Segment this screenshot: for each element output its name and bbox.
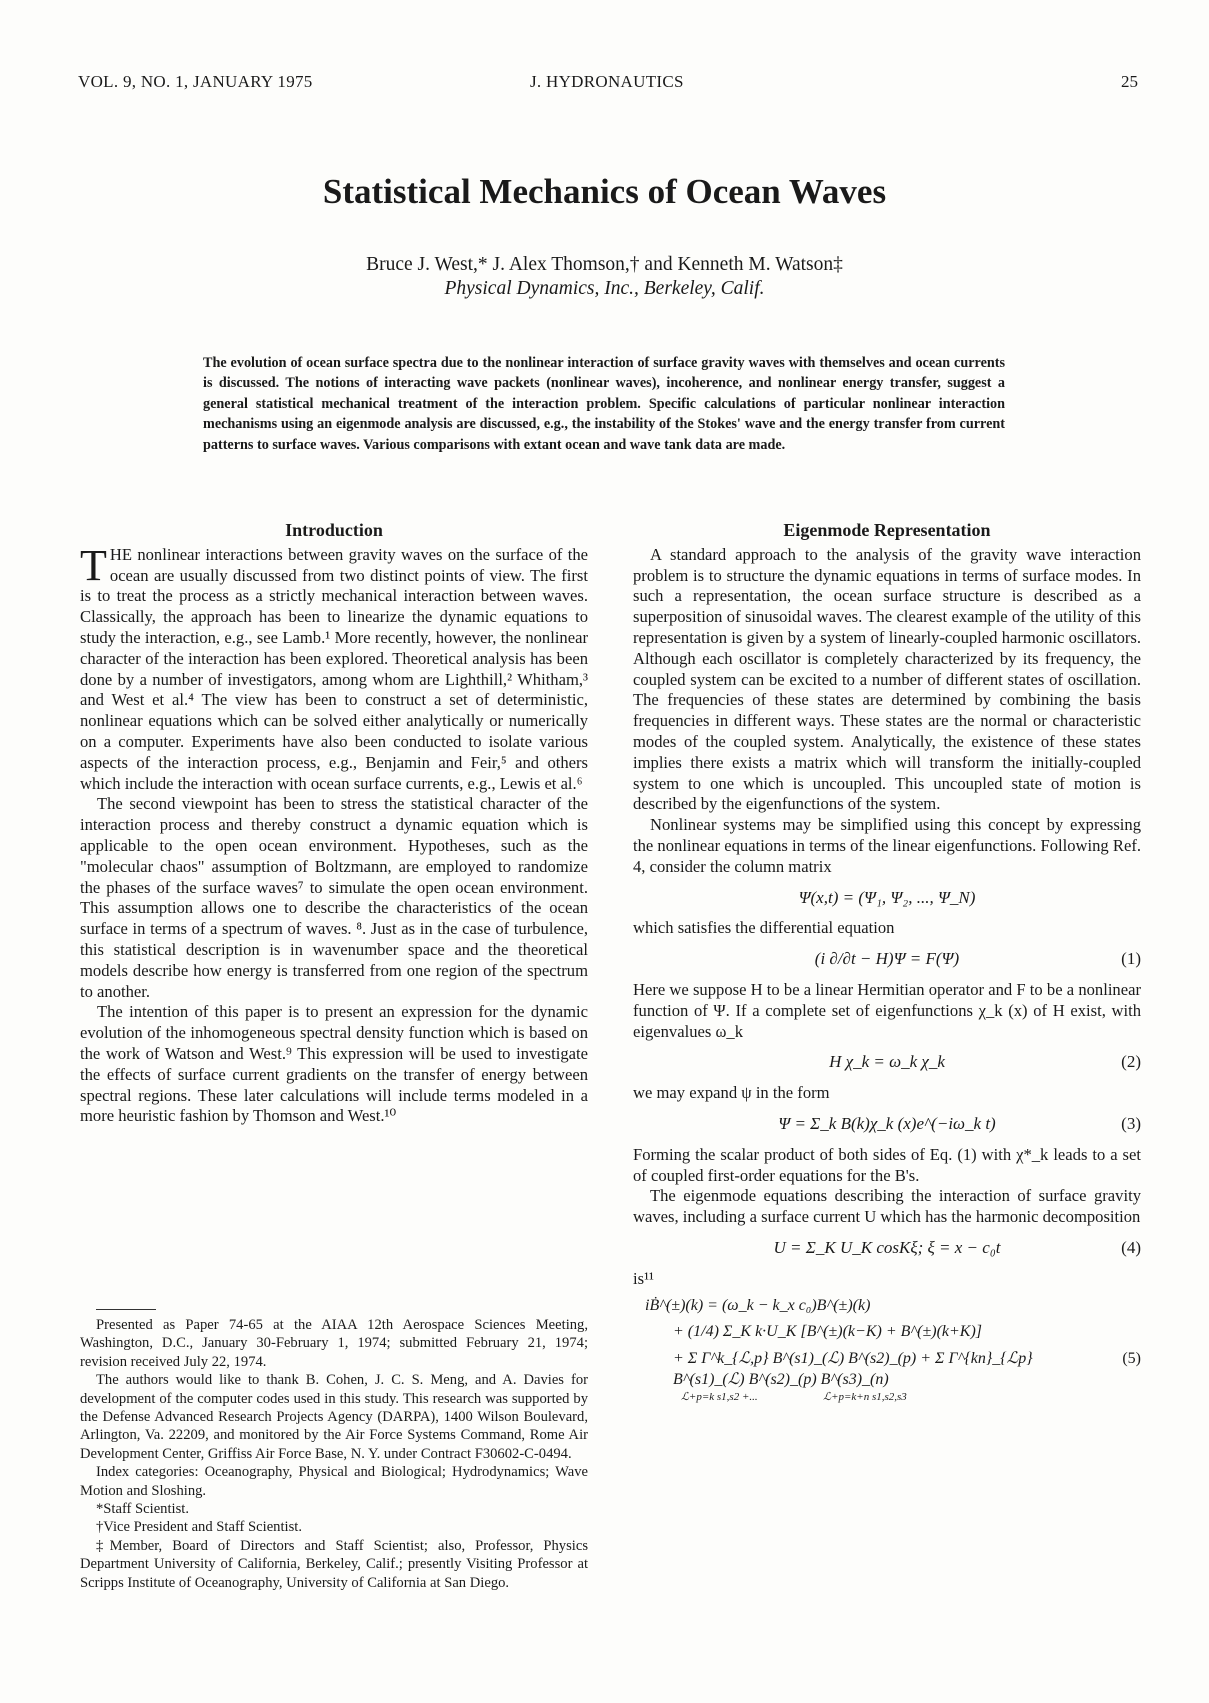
section-heading-eigenmode: Eigenmode Representation [783, 520, 991, 540]
eigen-paragraph-8: is¹¹ [633, 1268, 655, 1288]
equation-5-line-2-body: + (1/4) Σ_K k·U_K [B^(±)(k−K) + B^(±)(k+K)] [673, 1323, 983, 1341]
equation-2-number: (2) [1121, 1052, 1141, 1072]
equation-5-line-1 [633, 1296, 1141, 1317]
equation-5-number: (5) [1122, 1350, 1141, 1368]
page-number: 25 [1121, 72, 1138, 91]
equation-4-number: (4) [1121, 1237, 1141, 1257]
eigen-paragraph-5: we may expand ψ in the form [633, 1083, 830, 1103]
equation-5-sum-limit-2: ℒ+p=k+n s1,s2,s3 [823, 1390, 907, 1403]
equation-3 [633, 1114, 1141, 1135]
intro-paragraph-1-text: HE nonlinear interactions between gravity waves on the surface of the ocean are usually discussed from two distinct points of view. The first is to treat the process as a strictly mechanical interaction between waves. Classically, the approach has been to linearize the dynamic equations to study the interaction, e.g., see Lamb.¹ More recently, however, the nonlinear character of the interaction has been explored. Theoretical analysis has been done by a number of investigators, among whom are Lighthill,² Whitham,³ and West et al.⁴ The view has been to construct a set of deterministic, nonlinear equations which can be solved either analytically or numerically on a computer. Experiments have also been conducted to isolate various aspects of the interaction process, e.g., Benjamin and Feir,⁵ and others which include the interaction with ocean surface currents, e.g., Lewis et al.⁶ [80, 544, 588, 793]
equation-column-matrix [633, 888, 1141, 909]
author-list: Bruce J. West,* J. Alex Thomson,† and Kenneth M. Watson‡ [366, 254, 843, 275]
equation-4-body: U = Σ_K U_K cosKξ; ξ = x − c₀t [773, 1237, 1001, 1257]
footnote-author-1: *Staff Scientist. [96, 1501, 189, 1518]
equation-1-number: (1) [1121, 949, 1141, 969]
equation-4 [633, 1238, 1141, 1259]
equation-5-line-1-body: iḂ^(±)(k) = (ω_k − k_x c₀)B^(±)(k) [645, 1296, 871, 1314]
eigen-paragraph-7: The eigenmode equations describing the interaction of surface gravity waves, including a surface current U which has the harmonic decomposition [633, 1186, 1141, 1227]
abstract: The evolution of ocean surface spectra due to the nonlinear interaction of surface gravity waves with themselves and ocean currents is discussed. The notions of interacting wave packets (nonlinear waves), incoherence, and nonlinear energy transfer, suggest a general statistical mechanical treatment of the interaction problem. Specific calculations of particular nonlinear interaction mechanisms using an eigenmode analysis are discussed, e.g., the instability of the Stokes' wave and the energy transfer from current patterns to surface waves. Various comparisons with extant ocean and wave tank data are made. [203, 355, 1005, 453]
intro-paragraph-1 [80, 540, 588, 795]
equation-2 [633, 1052, 1141, 1073]
equation-2-body: H χ_k = ω_k χ_k [829, 1052, 945, 1072]
author-block [0, 253, 1209, 301]
paper-title: Statistical Mechanics of Ocean Waves [322, 172, 887, 211]
footnote-author-2: †Vice President and Staff Scientist. [96, 1519, 302, 1536]
eigen-paragraph-2: Nonlinear systems may be simplified using this concept by expressing the nonlinear equations in terms of the linear eigenfunctions. Following Ref. 4, consider the column matrix [633, 815, 1141, 876]
affiliation: Physical Dynamics, Inc., Berkeley, Calif. [444, 278, 765, 299]
eigen-paragraph-4: Here we suppose H to be a linear Hermitian operator and F to be a nonlinear function of Ψ. If a complete set of eigenfunctions χ_k (x) of H exist, with eigenvalues ω_k [633, 979, 1141, 1041]
intro-paragraph-3: The intention of this paper is to present an expression for the dynamic evolution of the inhomogeneous spectral density function which is based on the work of Watson and West.⁹ This expression will be used to investigate the effects of surface current gradients on the transfer of energy between spectral regions. These later calculations will include terms modeled in a more heuristic fashion by Thomson and West.¹⁰ [80, 1002, 588, 1126]
footnotes [80, 1316, 588, 1592]
eigen-paragraph-6: Forming the scalar product of both sides of Eq. (1) with χ*_k leads to a set of coupled first-order equations for the B's. [633, 1144, 1141, 1185]
journal-name: J. HYDRONAUTICS [530, 72, 684, 91]
footnote-author-3: ‡Member, Board of Directors and Staff Scientist; also, Professor, Physics Department University of California, Berkeley, Calif.; presently Visiting Professor at Scripps Institute of Oceanography, University of California at San Diego. [80, 1537, 588, 1591]
volume-info: VOL. 9, NO. 1, JANUARY 1975 [78, 72, 313, 91]
footnote-submission: Presented as Paper 74-65 at the AIAA 12th Aerospace Sciences Meeting, Washington, D.C., January 30-February 1, 1974; submitted February 21, 1974; revision received July 22, 1974. [80, 1317, 588, 1370]
equation-3-number: (3) [1121, 1113, 1141, 1133]
equation-1-body: (i ∂/∂t − H)Ψ = F(Ψ) [814, 949, 960, 969]
equation-5-line-3-body: + Σ Γ^k_{ℒ,p} B^(s1)_(ℒ) B^(s2)_(p) + Σ Γ^{kn}_{ℒp} B^(s1)_(ℒ) B^(s2)_(p) B^(s3)_(n) [673, 1350, 1033, 1388]
equation-0-body: Ψ(x,t) = (Ψ₁, Ψ₂, ..., Ψ_N) [798, 887, 976, 907]
equation-5-sum-limit-1: ℒ+p=k s1,s2 +... [681, 1390, 758, 1403]
intro-paragraph-2: The second viewpoint has been to stress the statistical character of the interaction process and thereby construct a dynamic equation which is applicable to the open ocean environment. Hypotheses, such as the "molecular chaos" assumption of Boltzmann, are employed to randomize the phases of the surface waves⁷ to simulate the open ocean environment. This assumption allows one to describe the characteristics of the ocean surface in terms of a spectrum of waves. ⁸. Just as in the case of turbulence, this statistical description is in wavenumber space and the theoretical models describe how energy is transferred from one region of the spectrum to another. [80, 794, 588, 1001]
drop-cap: T [80, 540, 107, 590]
left-column [80, 520, 588, 1127]
equation-5-sum-limits [633, 1391, 1141, 1404]
eigen-paragraph-3: which satisfies the differential equation [633, 918, 895, 938]
equation-1 [633, 949, 1141, 970]
footnote-rule [96, 1309, 156, 1310]
section-heading-introduction: Introduction [285, 520, 383, 540]
equation-5-line-3 [633, 1349, 1141, 1404]
running-header [78, 72, 1138, 98]
equation-3-body: Ψ = Σ_k B(k)χ_k (x)e^(−iω_k t) [778, 1113, 996, 1133]
footnote-index-categories: Index categories: Oceanography, Physical and Biological; Hydrodynamics; Wave Motion and Sloshing. [80, 1464, 588, 1499]
footnote-acknowledgment: The authors would like to thank B. Cohen, J. C. S. Meng, and A. Davies for development of the computer codes used in this study. This research was supported by the Defense Advanced Research Projects Agency (DARPA), 1400 Wilson Boulevard, Arlington, Va. 22209, and monitored by the Air Force Systems Command, Rome Air Development Center, Griffiss Air Force Base, N. Y. under Contract F30602-C-0494. [80, 1372, 588, 1462]
equation-5-line-2 [633, 1322, 1141, 1343]
right-column [633, 520, 1141, 1410]
eigen-paragraph-1: A standard approach to the analysis of the gravity wave interaction problem is to structure the dynamic equations in terms of surface modes. In such a representation, the ocean surface structure is described as a superposition of sinusoidal waves. The clearest example of the utility of this representation is given by a system of linearly-coupled harmonic oscillators. Although each oscillator is completely characterized by its frequency, the coupled system can be excited to a number of different states of oscillation. The frequencies of these states are determined by combining the basis frequencies in different ways. These states are the normal or characteristic modes of the coupled system. Analytically, the existence of these states implies there exists a matrix which will transform the initially-coupled system to one which is uncoupled. This uncoupled state of motion is described by the eigenfunctions of the system. [633, 544, 1141, 814]
